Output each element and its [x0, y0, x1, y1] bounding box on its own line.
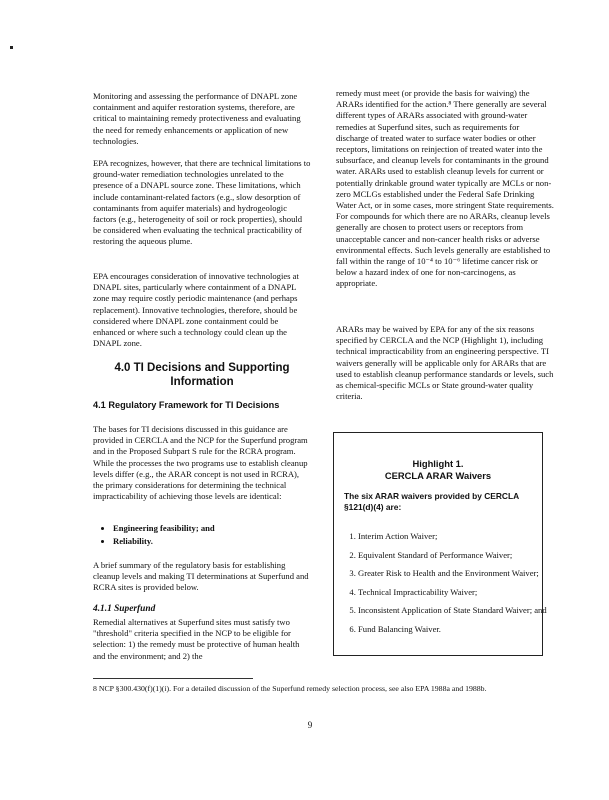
- waiver-item: 3. Greater Risk to Health and the Environment Waiver;: [358, 568, 554, 579]
- highlight-title: Highlight 1.: [412, 458, 464, 469]
- waiver-item: 1. Interim Action Waiver;: [358, 531, 554, 542]
- highlight-subtitle: CERCLA ARAR Waivers: [384, 470, 492, 481]
- subsubsection-heading-4-1-1: 4.1.1 Superfund: [93, 604, 156, 614]
- right-paragraph-2: ARARs may be waived by EPA for any of the six reasons specified by CERCLA and the NCP (Highlight 1), including technical impracticability from an engineering perspective. TI waivers generally will be applicable only for ARARs that are used to establish cleanup performance standards or levels, such as chemical-specific MCLs or State ground-water quality criteria.: [336, 324, 554, 402]
- left-paragraph-4: The bases for TI decisions discussed in this guidance are provided in CERCLA and the NCP for the Superfund program and in the Proposed Subpart S rule for the RCRA program. While the processes the two programs use to establish cleanup levels differ (e.g., the ARAR concept is not used in RCRA), the primary considerations for determining the technical impracticability of achieving those levels are identical:: [93, 424, 308, 502]
- left-paragraph-6: Remedial alternatives at Superfund sites must satisfy two "threshold" criteria specified in the NCP to be eligible for selection: 1) the remedy must be protective of human health and the environment; and 2) the: [93, 617, 300, 661]
- right-paragraph-1: remedy must meet (or provide the basis for waiving) the ARARs identified for the action.⁸ There generally are several different types of ARARs associated with ground-water remedies at Superfund sites, such as requirements for discharge of treated water to surface water bodies or other receptors, limitations on reinjection of treated water into the subsurface, and cleanup levels for contaminants in the ground water. ARARs used to establish cleanup levels for current or potentially drinkable ground water typically are MCLs or non-zero MCLGs established under the Federal Safe Drinking Water Act, or in some cases, more stringent State requirements. For compounds for which there are no ARARs, cleanup levels generally are chosen to protect users or receptors from unacceptable cancer and non-cancer health risks or adverse environmental effects. Such levels generally are established to fall within the range of 10⁻⁴ to 10⁻⁶ lifetime cancer risk or below a hazard index of one for non-carcinogens, as appropriate.: [336, 88, 554, 289]
- left-paragraph-5: A brief summary of the regulatory basis for establishing cleanup levels and making TI determinations at Superfund and RCRA sites is provided below.: [93, 560, 309, 593]
- left-paragraph-3: EPA encourages consideration of innovative technologies at DNAPL sites, particularly where containment of a DNAPL zone may require costly periodic maintenance (and perhaps replacement). Innovative technologies, therefore, should be considered where DNAPL zone containment could be enhanced or where such a technology could clean up the DNAPL zone.: [93, 271, 299, 349]
- page-number: 9: [307, 720, 313, 730]
- section-heading-4-0: 4.0 TI Decisions and Supporting Information: [114, 362, 290, 388]
- subsection-heading-4-1: 4.1 Regulatory Framework for TI Decisions: [93, 400, 280, 410]
- footnote-rule: [93, 678, 253, 679]
- left-paragraph-1: Monitoring and assessing the performance of DNAPL zone containment and aquifer restoration systems, therefore, are critical to maintaining remedy protectiveness and evaluating the need for remedy enhancements or application of new technologies.: [93, 91, 301, 146]
- waiver-item: 5. Inconsistent Application of State Standard Waiver; and: [358, 605, 554, 616]
- footnote-8: 8 NCP §300.430(f)(1)(i). For a detailed discussion of the Superfund remedy selection process, see also EPA 1988a and 1988b.: [93, 684, 487, 693]
- criteria-list: [93, 522, 323, 548]
- bullet-engineering-feasibility: • Engineering feasibility; and: [113, 522, 323, 535]
- bullet-reliability: • Reliability.: [113, 535, 323, 548]
- waiver-item: 4. Technical Impracticability Waiver;: [358, 587, 554, 598]
- waiver-item: 6. Fund Balancing Waiver.: [358, 624, 554, 635]
- waiver-list: [342, 531, 554, 642]
- highlight-intro: The six ARAR waivers provided by CERCLA §121(d)(4) are:: [344, 491, 519, 512]
- waiver-item: 2. Equivalent Standard of Performance Waiver;: [358, 550, 554, 561]
- highlight-box: [333, 432, 547, 656]
- scan-speck: [10, 46, 13, 49]
- left-paragraph-2: EPA recognizes, however, that there are technical limitations to ground-water remediation technologies unrelated to the presence of a DNAPL source zone. These limitations, which include contaminant-related factors (e.g., slow desorption of contaminants from aquifer materials) and hydrogeologic factors (e.g., heterogeneity of soil or rock properties), should be considered when evaluating the technical practicability of restoring the aqueous plume.: [93, 158, 311, 247]
